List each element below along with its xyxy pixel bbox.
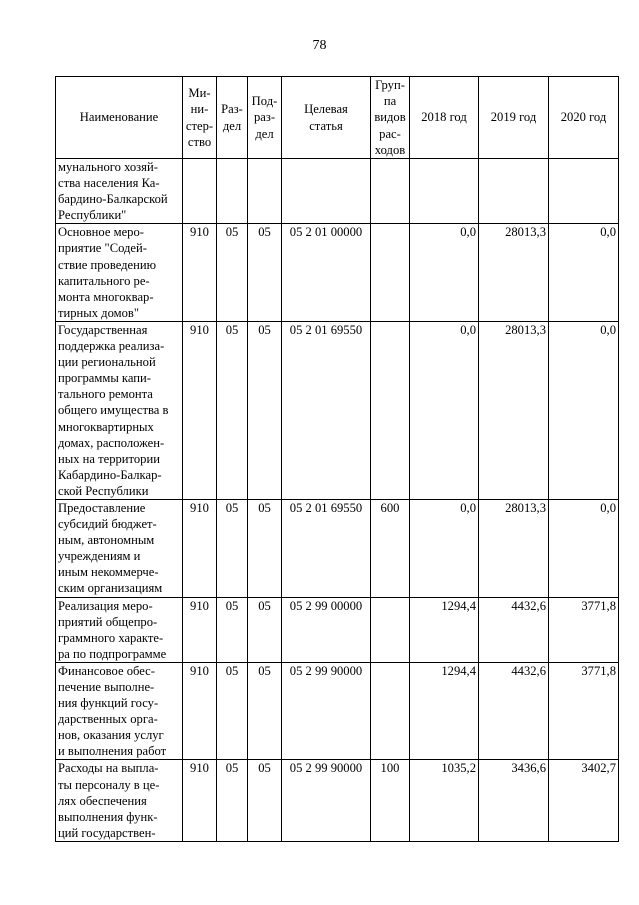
row-target-article-cell: 05 2 99 90000 (282, 760, 371, 841)
row-year-2020-cell: 0,0 (549, 224, 619, 322)
row-year-2018-cell: 1294,4 (410, 597, 479, 662)
row-name-cell: мунального хозяй- ства населения Ка- бардино-Балкарской Республики" (56, 159, 183, 224)
row-expense-group-cell (371, 159, 410, 224)
row-expense-group-cell (371, 321, 410, 499)
row-year-2018-cell: 1294,4 (410, 662, 479, 760)
row-expense-group-cell (371, 662, 410, 760)
row-year-2020-cell: 3771,8 (549, 662, 619, 760)
header-year-2019: 2019 год (479, 77, 549, 159)
row-ministry-cell: 910 (183, 760, 217, 841)
table-row (56, 499, 619, 597)
row-year-2019-cell (479, 159, 549, 224)
table-header-row (56, 77, 619, 159)
row-subsection-cell (248, 159, 282, 224)
row-section-cell: 05 (217, 597, 248, 662)
budget-table (55, 76, 619, 842)
header-subsection: Под- раз- дел (248, 77, 282, 159)
row-year-2019-cell: 4432,6 (479, 662, 549, 760)
row-target-article-cell (282, 159, 371, 224)
table-row (56, 597, 619, 662)
row-year-2018-cell: 0,0 (410, 321, 479, 499)
row-year-2020-cell: 0,0 (549, 321, 619, 499)
row-ministry-cell: 910 (183, 321, 217, 499)
row-ministry-cell (183, 159, 217, 224)
row-ministry-cell: 910 (183, 224, 217, 322)
header-target-article: Целевая статья (282, 77, 371, 159)
row-subsection-cell: 05 (248, 597, 282, 662)
header-year-2018: 2018 год (410, 77, 479, 159)
row-target-article-cell: 05 2 01 69550 (282, 499, 371, 597)
page-number: 78 (312, 38, 327, 53)
row-expense-group-cell: 600 (371, 499, 410, 597)
table-row (56, 224, 619, 322)
row-year-2019-cell: 28013,3 (479, 224, 549, 322)
row-year-2019-cell: 28013,3 (479, 321, 549, 499)
row-section-cell: 05 (217, 499, 248, 597)
table-row (56, 760, 619, 841)
row-name-cell: Предоставление субсидий бюджет- ным, автономным учреждениям и иным некоммерче- ским организациям (56, 499, 183, 597)
row-ministry-cell: 910 (183, 499, 217, 597)
row-ministry-cell: 910 (183, 597, 217, 662)
row-expense-group-cell (371, 224, 410, 322)
row-year-2020-cell: 3771,8 (549, 597, 619, 662)
row-name-cell: Реализация меро- приятий общепро- граммного характе- ра по подпрограмме (56, 597, 183, 662)
row-subsection-cell: 05 (248, 224, 282, 322)
row-year-2020-cell (549, 159, 619, 224)
table-row (56, 159, 619, 224)
row-subsection-cell: 05 (248, 499, 282, 597)
header-name: Наименование (56, 77, 183, 159)
row-section-cell: 05 (217, 224, 248, 322)
row-year-2019-cell: 28013,3 (479, 499, 549, 597)
row-year-2019-cell: 3436,6 (479, 760, 549, 841)
row-name-cell: Основное меро- приятие "Содей- ствие проведению капитального ре- монта многоквар- тирных домов" (56, 224, 183, 322)
row-subsection-cell: 05 (248, 321, 282, 499)
row-year-2019-cell: 4432,6 (479, 597, 549, 662)
row-subsection-cell: 05 (248, 760, 282, 841)
row-name-cell: Расходы на выпла- ты персоналу в це- лях обеспечения выполнения функ- ций государствен- (56, 760, 183, 841)
row-ministry-cell: 910 (183, 662, 217, 760)
row-section-cell: 05 (217, 760, 248, 841)
row-subsection-cell: 05 (248, 662, 282, 760)
row-year-2018-cell: 0,0 (410, 499, 479, 597)
header-expense-group: Груп- па видов рас- ходов (371, 77, 410, 159)
table-row (56, 321, 619, 499)
row-name-cell: Финансовое обес- печение выполне- ния функций госу- дарственных орга- нов, оказания услуг и выполнения работ (56, 662, 183, 760)
row-year-2020-cell: 0,0 (549, 499, 619, 597)
header-year-2020: 2020 год (549, 77, 619, 159)
row-year-2020-cell: 3402,7 (549, 760, 619, 841)
row-target-article-cell: 05 2 99 00000 (282, 597, 371, 662)
header-section: Раз- дел (217, 77, 248, 159)
row-target-article-cell: 05 2 99 90000 (282, 662, 371, 760)
row-year-2018-cell: 1035,2 (410, 760, 479, 841)
row-expense-group-cell: 100 (371, 760, 410, 841)
row-year-2018-cell: 0,0 (410, 224, 479, 322)
row-year-2018-cell (410, 159, 479, 224)
row-target-article-cell: 05 2 01 69550 (282, 321, 371, 499)
row-section-cell: 05 (217, 662, 248, 760)
row-section-cell (217, 159, 248, 224)
table-row (56, 662, 619, 760)
row-section-cell: 05 (217, 321, 248, 499)
row-target-article-cell: 05 2 01 00000 (282, 224, 371, 322)
header-ministry: Ми- ни- стер- ство (183, 77, 217, 159)
row-name-cell: Государственная поддержка реализа- ции региональной программы капи- тального ремонта общего имущества в многоквартирных домах, расположен- ных на территории Кабардино-Балкар- ской Республики (56, 321, 183, 499)
row-expense-group-cell (371, 597, 410, 662)
